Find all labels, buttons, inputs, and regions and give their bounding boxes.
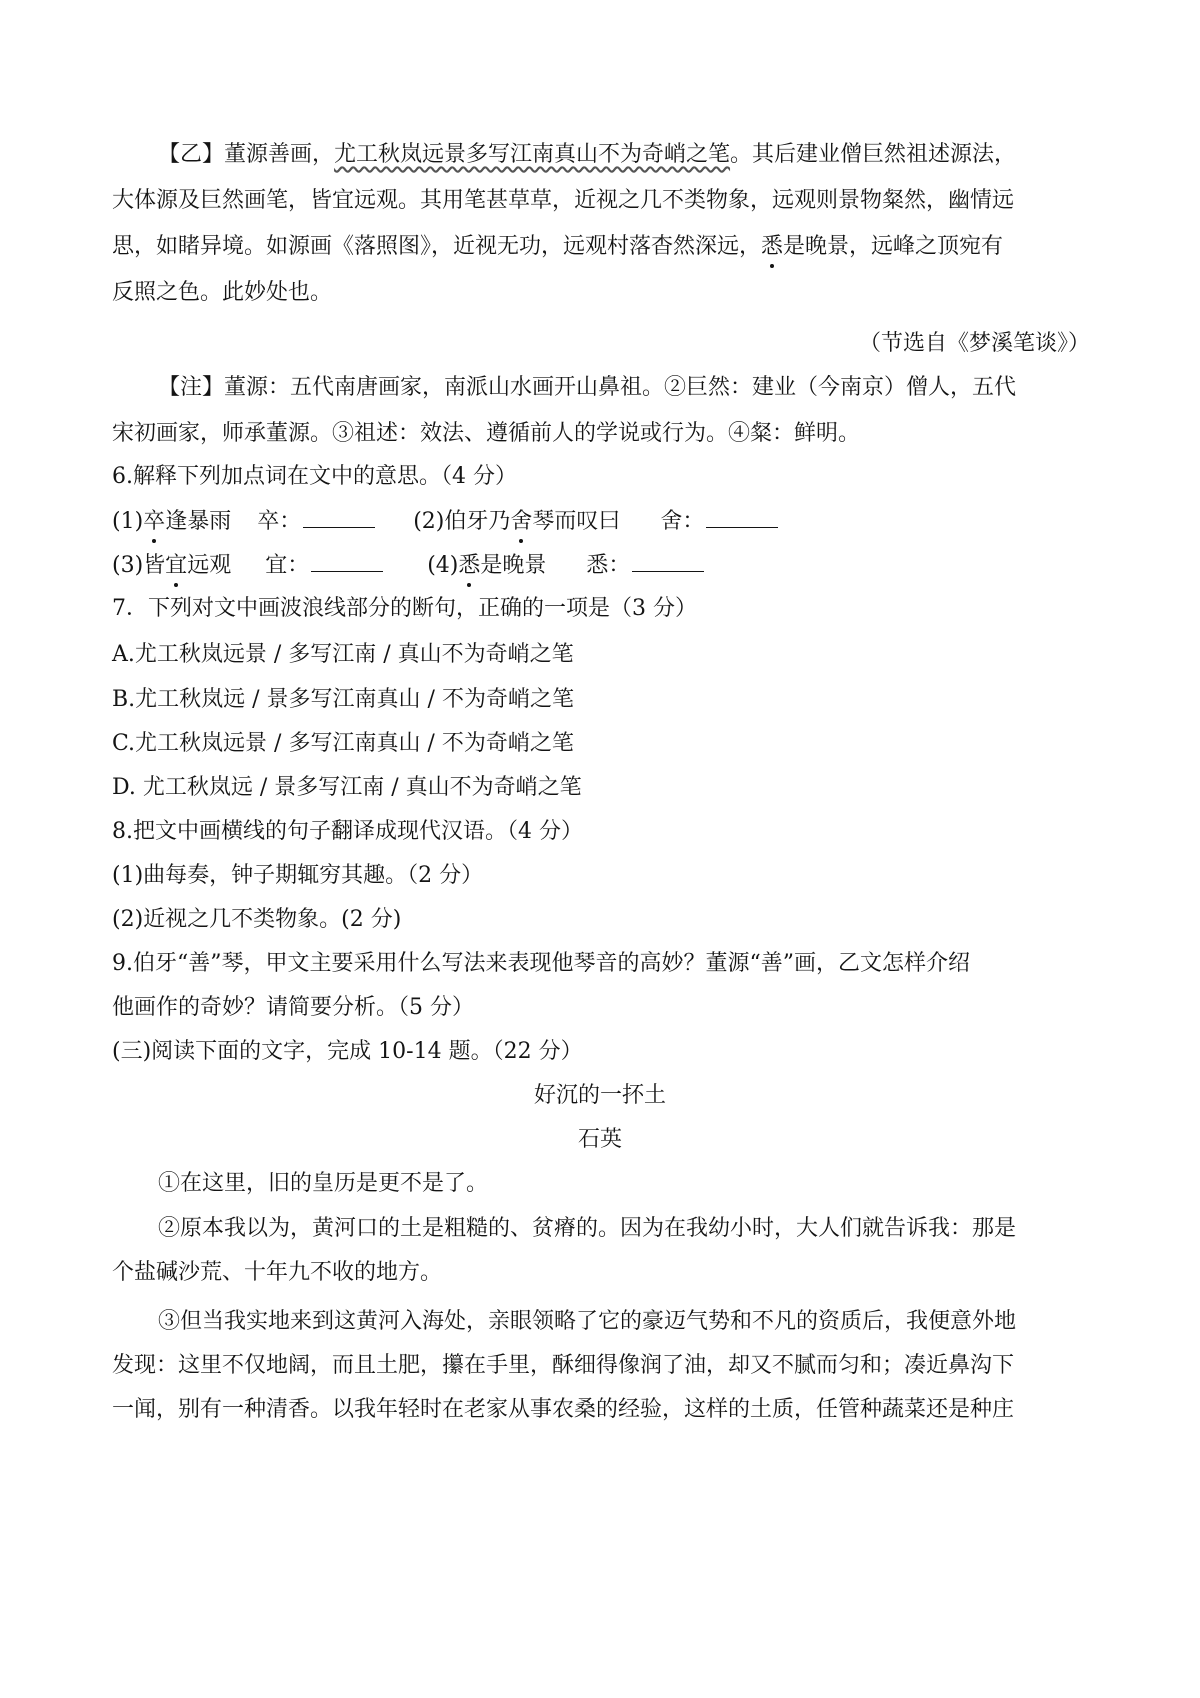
q7-option-b: B.尤工秋岚远 / 景多写江南真山 / 不为奇峭之笔 <box>112 687 574 712</box>
article-para-2-line-2: 个盐碱沙荒、十年九不收的地方。 <box>112 1260 443 1285</box>
q6-row-1: (1)卒逢暴雨 卒： (2)伯牙乃舍琴而叹曰 舍： <box>112 505 778 535</box>
dotted-char: 悉 <box>761 232 783 262</box>
article-author: 石英 <box>577 1127 622 1152</box>
q9-line-2: 他画作的奇妙？请简要分析。（5 分） <box>112 995 474 1020</box>
note-line-1: 【注】董源：五代南唐画家，南派山水画开山鼻祖。②巨然：建业（今南京）僧人，五代 <box>158 375 1017 400</box>
section3-title: (三)阅读下面的文字，完成 10-14 题。（22 分） <box>112 1039 583 1064</box>
dotted-char: 宜 <box>165 551 187 581</box>
yi-line-1: 【乙】董源善画，尤工秋岚远景多写江南真山不为奇峭之笔。其后建业僧巨然祖述源法， <box>158 142 1017 167</box>
article-para-3-line-2: 发现：这里不仅地阔，而且土肥，攥在手里，酥细得像润了油，却又不腻而匀和；凑近鼻沟下 <box>112 1353 1015 1378</box>
answer-blank[interactable] <box>311 549 383 572</box>
q7-option-d: D. 尤工秋岚远 / 景多写江南 / 真山不为奇峭之笔 <box>112 775 582 800</box>
q7-option-c: C.尤工秋岚远景 / 多写江南真山 / 不为奇峭之笔 <box>112 731 574 756</box>
yi-label: 【乙】 <box>158 142 225 167</box>
q8-sentence-1: (1)曲每奏，钟子期辄穷其趣。（2 分） <box>112 863 484 888</box>
article-para-3-line-3: 一闻，别有一种清香。以我年轻时在老家从事农桑的经验，这样的土质，任管种蔬菜还是种庄 <box>112 1397 1015 1422</box>
dotted-char: 悉 <box>458 551 480 581</box>
note-line-2: 宋初画家，师承董源。③祖述：效法、遵循前人的学说或行为。④粲：鲜明。 <box>112 421 861 446</box>
dotted-char: 舍 <box>510 507 532 537</box>
yi-line-4: 反照之色。此妙处也。 <box>112 280 333 305</box>
q8-sentence-2: (2)近视之几不类物象。(2 分) <box>112 907 402 932</box>
q7-title: 7．下列对文中画波浪线部分的断句，正确的一项是（3 分） <box>112 596 697 621</box>
answer-blank[interactable] <box>632 549 704 572</box>
yi-line-2: 大体源及巨然画笔，皆宜远观。其用笔甚草草，近视之几不类物象，远观则景物粲然，幽情远 <box>112 188 1015 213</box>
q8-title: 8.把文中画横线的句子翻译成现代汉语。（4 分） <box>112 819 583 844</box>
source-citation: （节选自《梦溪笔谈》） <box>858 331 1090 356</box>
q6-row-2: (3)皆宜远观 宜： (4)悉是晚景 悉： <box>112 549 704 579</box>
q6-title: 6.解释下列加点词在文中的意思。（4 分） <box>112 464 517 489</box>
article-para-2-line-1: ②原本我以为，黄河口的土是粗糙的、贫瘠的。因为在我幼小时，大人们就告诉我：那是 <box>158 1216 1017 1241</box>
q9-line-1: 9.伯牙“善”琴，甲文主要采用什么写法来表现他琴音的高妙？董源“善”画，乙文怎样介绍 <box>112 951 970 976</box>
dotted-char: 卒 <box>143 507 165 537</box>
article-para-3-line-1: ③但当我实地来到这黄河入海处，亲眼领略了它的豪迈气势和不凡的资质后，我便意外地 <box>158 1309 1017 1334</box>
answer-blank[interactable] <box>303 505 375 528</box>
q7-option-a: A.尤工秋岚远景 / 多写江南 / 真山不为奇峭之笔 <box>112 642 574 667</box>
answer-blank[interactable] <box>706 505 778 528</box>
wavy-underlined-phrase: 尤工秋岚远景多写江南真山不为奇峭之笔 <box>334 142 731 167</box>
yi-line-3: 思，如睹异境。如源画《落照图》，近视无功，远观村落杳然深远，悉是晚景，远峰之顶宛有 <box>112 232 1003 262</box>
article-para-1: ①在这里，旧的皇历是更不是了。 <box>158 1171 489 1196</box>
article-title: 好沉的一抔土 <box>533 1083 666 1108</box>
